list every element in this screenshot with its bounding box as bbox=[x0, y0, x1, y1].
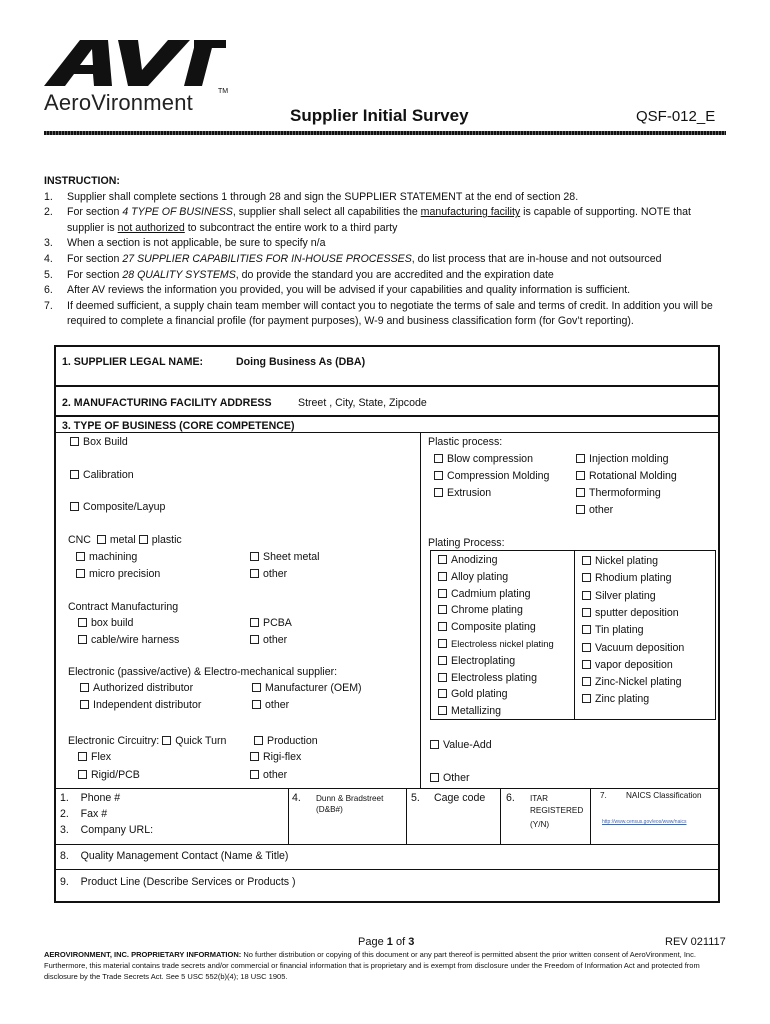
itar-number: 6. bbox=[506, 792, 515, 804]
checkbox-icon bbox=[438, 639, 447, 648]
instruction-text-part: Supplier shall complete sections 1 through 28 and sign the SUPPLIER STATEMENT at the end of section 28. bbox=[67, 190, 579, 203]
instruction-number: 5. bbox=[44, 268, 53, 281]
plating-option[interactable]: Metallizing bbox=[438, 704, 501, 718]
itar-label: ITAR bbox=[530, 794, 549, 803]
checkbox-icon bbox=[438, 589, 447, 598]
plastic-other-option[interactable]: other bbox=[576, 503, 613, 517]
checkbox-icon[interactable] bbox=[139, 535, 148, 544]
circuitry-other-option[interactable]: other bbox=[250, 768, 287, 782]
checkbox-icon bbox=[438, 572, 447, 581]
address-hint: Street , City, State, Zipcode bbox=[298, 397, 427, 409]
contract-manufacturing-label: Contract Manufacturing bbox=[68, 601, 179, 613]
electronic-supplier-label: Electronic (passive/active) & Electro-mechanical supplier: bbox=[68, 666, 338, 678]
naics-number: 7. bbox=[600, 791, 607, 800]
checkbox-icon bbox=[80, 683, 89, 692]
dunn-sub-label: (D&B#) bbox=[316, 805, 343, 814]
instruction-text bbox=[67, 236, 730, 252]
checkbox-icon bbox=[252, 700, 261, 709]
checkbox-icon bbox=[76, 569, 85, 578]
cage-number: 5. bbox=[411, 792, 420, 804]
instruction-number: 1. bbox=[44, 190, 53, 203]
checkbox-icon bbox=[438, 605, 447, 614]
checkbox-icon bbox=[254, 736, 263, 745]
quality-contact-label: 8. Quality Management Contact (Name & Title) bbox=[60, 850, 289, 862]
machining-option[interactable]: machining bbox=[76, 550, 137, 564]
checkbox-icon bbox=[250, 569, 259, 578]
fax-label: 2. Fax # bbox=[60, 808, 108, 820]
authorized-distributor-option[interactable]: Authorized distributor bbox=[80, 681, 193, 695]
instruction-number: 7. bbox=[44, 299, 53, 312]
checkbox-icon bbox=[582, 573, 591, 582]
instruction-text-part: manufacturing facility bbox=[420, 206, 521, 219]
checkbox-icon bbox=[582, 625, 591, 634]
checkbox-icon bbox=[582, 660, 591, 669]
instruction-number: 3. bbox=[44, 237, 53, 250]
sheet-metal-option[interactable]: Sheet metal bbox=[250, 550, 320, 564]
checkbox-icon bbox=[78, 770, 87, 779]
dunn-label: Dunn & Bradstreet bbox=[316, 794, 384, 803]
checkbox-icon[interactable] bbox=[162, 736, 171, 745]
checkbox-icon bbox=[576, 471, 585, 480]
dba-label: Doing Business As (DBA) bbox=[236, 356, 366, 368]
plating-option[interactable]: Zinc plating bbox=[582, 692, 649, 706]
instruction-text bbox=[67, 268, 730, 284]
checkbox-icon bbox=[70, 437, 79, 446]
divider bbox=[56, 385, 718, 387]
checkbox-icon bbox=[582, 643, 591, 652]
cnc-row: CNC metal plastic bbox=[68, 534, 182, 546]
checkbox-icon bbox=[78, 618, 87, 627]
checkbox-icon bbox=[434, 471, 443, 480]
instruction-number: 2. bbox=[44, 206, 53, 219]
checkbox-icon bbox=[438, 622, 447, 631]
instruction-text bbox=[67, 205, 730, 236]
plating-option[interactable]: Electroless nickel plating bbox=[438, 637, 554, 651]
divider bbox=[56, 869, 718, 870]
micro-precision-option[interactable]: micro precision bbox=[76, 567, 160, 581]
checkbox-icon bbox=[582, 694, 591, 703]
itar-registered-label: REGISTERED bbox=[530, 806, 584, 815]
other-option[interactable]: Other bbox=[430, 771, 470, 785]
cm-box-build-option[interactable]: box build bbox=[78, 616, 133, 630]
checkbox-icon bbox=[250, 752, 259, 761]
type-of-business-label: 3. TYPE OF BUSINESS (CORE COMPETENCE) bbox=[62, 420, 295, 432]
dunn-number: 4. bbox=[292, 792, 301, 804]
instruction-text-part: When a section is not applicable, be sure to specify n/a bbox=[67, 237, 326, 250]
instruction-text-part: For section bbox=[67, 252, 123, 265]
rigid-pcb-option[interactable]: Rigid/PCB bbox=[78, 768, 140, 782]
instruction-number: 6. bbox=[44, 284, 53, 297]
plating-option[interactable]: Alloy plating bbox=[438, 570, 508, 584]
checkbox-icon bbox=[582, 556, 591, 565]
instruction-number: 4. bbox=[44, 252, 53, 265]
independent-distributor-option[interactable]: Independent distributor bbox=[80, 698, 201, 712]
checkbox-icon bbox=[438, 689, 447, 698]
instruction-item bbox=[44, 268, 730, 284]
checkbox-icon bbox=[582, 677, 591, 686]
naics-link[interactable]: http://www.census.gov/eos/www/naics bbox=[602, 819, 687, 825]
instruction-text-part: not authorized bbox=[117, 221, 185, 234]
flex-option[interactable]: Flex bbox=[78, 750, 111, 764]
instructions-list bbox=[44, 190, 730, 330]
plating-option[interactable]: Cadmium plating bbox=[438, 587, 531, 601]
blow-compression-option[interactable]: Blow compression bbox=[434, 452, 533, 466]
column-divider bbox=[500, 788, 501, 844]
checkbox-icon bbox=[430, 740, 439, 749]
survey-form bbox=[54, 345, 720, 903]
checkbox-icon bbox=[78, 752, 87, 761]
instruction-item bbox=[44, 236, 730, 252]
checkbox-icon bbox=[438, 555, 447, 564]
checkbox-icon bbox=[582, 591, 591, 600]
instruction-text bbox=[67, 252, 730, 268]
checkbox-icon bbox=[430, 773, 439, 782]
instruction-item bbox=[44, 205, 730, 236]
manufacturing-address-label: 2. MANUFACTURING FACILITY ADDRESS bbox=[62, 397, 272, 409]
instruction-item bbox=[44, 299, 730, 330]
rotational-molding-option[interactable]: Rotational Molding bbox=[576, 469, 677, 483]
plating-option[interactable]: Gold plating bbox=[438, 687, 508, 701]
checkbox-icon bbox=[576, 505, 585, 514]
instruction-text bbox=[67, 299, 730, 330]
instruction-item bbox=[44, 283, 730, 299]
company-logo bbox=[44, 38, 234, 88]
rigi-flex-option[interactable]: Rigi-flex bbox=[250, 750, 301, 764]
proprietary-notice: AEROVIRONMENT, INC. PROPRIETARY INFORMATION: No further distribution or copying of this document or any part thereof is permitted absent the prior written consent of AeroVironment, Inc. Furthermore, this material contains trade secrets and/or commercial or financial information that is proprietary and is exempt from disclosure under the Freedom of Information Act and protected from disclosure by the Trade Secrets Act. See 5 USC 552(b)(4); 18 USC 1905. bbox=[44, 950, 700, 981]
instruction-text-part: to subcontract the entire work to a third party bbox=[184, 221, 398, 234]
checkbox-icon bbox=[438, 673, 447, 682]
plating-option[interactable]: sputter deposition bbox=[582, 606, 679, 620]
cm-cable-option[interactable]: cable/wire harness bbox=[78, 633, 179, 647]
checkbox-icon bbox=[250, 618, 259, 627]
instruction-text-part: is capable of supporting. NOTE that supplier is bbox=[67, 206, 691, 234]
column-divider bbox=[574, 550, 575, 720]
product-line-label: 9. Product Line (Describe Services or Products ) bbox=[60, 876, 296, 888]
header-divider bbox=[44, 131, 726, 135]
instruction-text-part: 4 TYPE OF BUSINESS bbox=[122, 206, 233, 219]
instructions-heading: INSTRUCTION: bbox=[44, 175, 120, 187]
production-option[interactable]: Production bbox=[254, 734, 318, 748]
cm-other-option[interactable]: other bbox=[250, 633, 287, 647]
phone-label: 1. Phone # bbox=[60, 792, 121, 804]
trademark-mark: TM bbox=[218, 88, 229, 95]
plating-option[interactable]: vapor deposition bbox=[582, 658, 673, 672]
instruction-text-part: For section bbox=[67, 206, 123, 219]
extrusion-option[interactable]: Extrusion bbox=[434, 486, 491, 500]
company-url-label: 3. Company URL: bbox=[60, 824, 154, 836]
plastic-process-label: Plastic process: bbox=[428, 436, 503, 448]
checkbox-icon bbox=[576, 488, 585, 497]
box-build-option[interactable]: Box Build bbox=[70, 435, 128, 449]
plating-option[interactable]: Rhodium plating bbox=[582, 571, 672, 585]
checkbox-icon bbox=[434, 454, 443, 463]
plating-option[interactable]: Anodizing bbox=[438, 553, 498, 567]
plating-option[interactable]: Vacuum deposition bbox=[582, 641, 684, 655]
page-title: Supplier Initial Survey bbox=[290, 106, 469, 125]
revision: REV 021117 bbox=[665, 936, 726, 948]
checkbox-icon bbox=[80, 700, 89, 709]
document-code: QSF-012_E bbox=[636, 108, 716, 125]
thermoforming-option[interactable]: Thermoforming bbox=[576, 486, 661, 500]
column-divider bbox=[590, 788, 591, 844]
company-name: AeroVironment bbox=[44, 90, 193, 115]
checkbox-icon bbox=[252, 683, 261, 692]
instruction-text-part: , do provide the standard you are accredited and the expiration date bbox=[235, 268, 554, 281]
es-other-option[interactable]: other bbox=[252, 698, 289, 712]
instruction-text-part: After AV reviews the information you provided, you will be advised if your capabilities and quality information is sufficient. bbox=[67, 284, 631, 297]
plating-option[interactable]: Chrome plating bbox=[438, 603, 523, 617]
plating-option[interactable]: Zinc-Nickel plating bbox=[582, 675, 682, 689]
instruction-item bbox=[44, 190, 730, 206]
column-divider bbox=[420, 432, 421, 788]
cnc-other-option[interactable]: other bbox=[250, 567, 287, 581]
instructions bbox=[44, 174, 730, 330]
naics-label: NAICS Classification bbox=[626, 791, 702, 800]
av-logo-mark bbox=[44, 38, 234, 88]
plating-option[interactable]: Electroless plating bbox=[438, 671, 537, 685]
divider bbox=[56, 415, 718, 417]
plating-option[interactable]: Silver plating bbox=[582, 589, 656, 603]
plating-process-label: Plating Process: bbox=[428, 537, 505, 549]
checkbox-icon bbox=[434, 488, 443, 497]
checkbox-icon bbox=[582, 608, 591, 617]
divider bbox=[56, 788, 718, 789]
instruction-text-part: , supplier shall select all capabilities the bbox=[232, 206, 421, 219]
plating-option[interactable]: Composite plating bbox=[438, 620, 536, 634]
plating-option[interactable]: Tin plating bbox=[582, 623, 643, 637]
column-divider bbox=[288, 788, 289, 844]
plating-option[interactable]: Nickel plating bbox=[582, 554, 658, 568]
value-add-option[interactable]: Value-Add bbox=[430, 738, 492, 752]
instruction-text-part: For section bbox=[67, 268, 123, 281]
injection-molding-option[interactable]: Injection molding bbox=[576, 452, 669, 466]
checkbox-icon bbox=[70, 502, 79, 511]
column-divider bbox=[406, 788, 407, 844]
instruction-text-part: If deemed sufficient, a supply chain team member will contact you to negotiate the terms of sale and terms of credit. In addition you will be required to complete a financial profile (for payment purposes), W-9 and business classification form (for Gov’t reporting). bbox=[67, 299, 713, 328]
checkbox-icon bbox=[76, 552, 85, 561]
supplier-legal-name-label: 1. SUPPLIER LEGAL NAME: bbox=[62, 356, 204, 368]
calibration-option[interactable]: Calibration bbox=[70, 468, 134, 482]
divider bbox=[56, 432, 718, 433]
instruction-text-part: 27 SUPPLIER CAPABILITIES FOR IN-HOUSE PROCESSES bbox=[122, 252, 412, 265]
plating-option[interactable]: Electroplating bbox=[438, 654, 515, 668]
manufacturer-oem-option[interactable]: Manufacturer (OEM) bbox=[252, 681, 362, 695]
instruction-text bbox=[67, 283, 730, 299]
checkbox-icon bbox=[438, 656, 447, 665]
cm-pcba-option[interactable]: PCBA bbox=[250, 616, 292, 630]
instruction-text-part: 28 QUALITY SYSTEMS bbox=[122, 268, 236, 281]
checkbox-icon bbox=[250, 552, 259, 561]
instruction-text-part: , do list process that are in-house and not outsourced bbox=[411, 252, 662, 265]
page-number: Page 1 of 3 bbox=[358, 936, 415, 948]
cage-code-label: Cage code bbox=[434, 792, 486, 804]
checkbox-icon bbox=[250, 635, 259, 644]
checkbox-icon bbox=[70, 470, 79, 479]
circuitry-row: Electronic Circuitry: Quick Turn bbox=[68, 735, 227, 747]
checkbox-icon bbox=[576, 454, 585, 463]
instruction-text bbox=[67, 190, 730, 206]
instruction-item bbox=[44, 252, 730, 268]
compression-molding-option[interactable]: Compression Molding bbox=[434, 469, 549, 483]
checkbox-icon[interactable] bbox=[97, 535, 106, 544]
itar-yn-label: (Y/N) bbox=[530, 820, 550, 829]
composite-option[interactable]: Composite/Layup bbox=[70, 500, 165, 514]
checkbox-icon bbox=[78, 635, 87, 644]
checkbox-icon bbox=[438, 706, 447, 715]
checkbox-icon bbox=[250, 770, 259, 779]
divider bbox=[56, 844, 718, 845]
